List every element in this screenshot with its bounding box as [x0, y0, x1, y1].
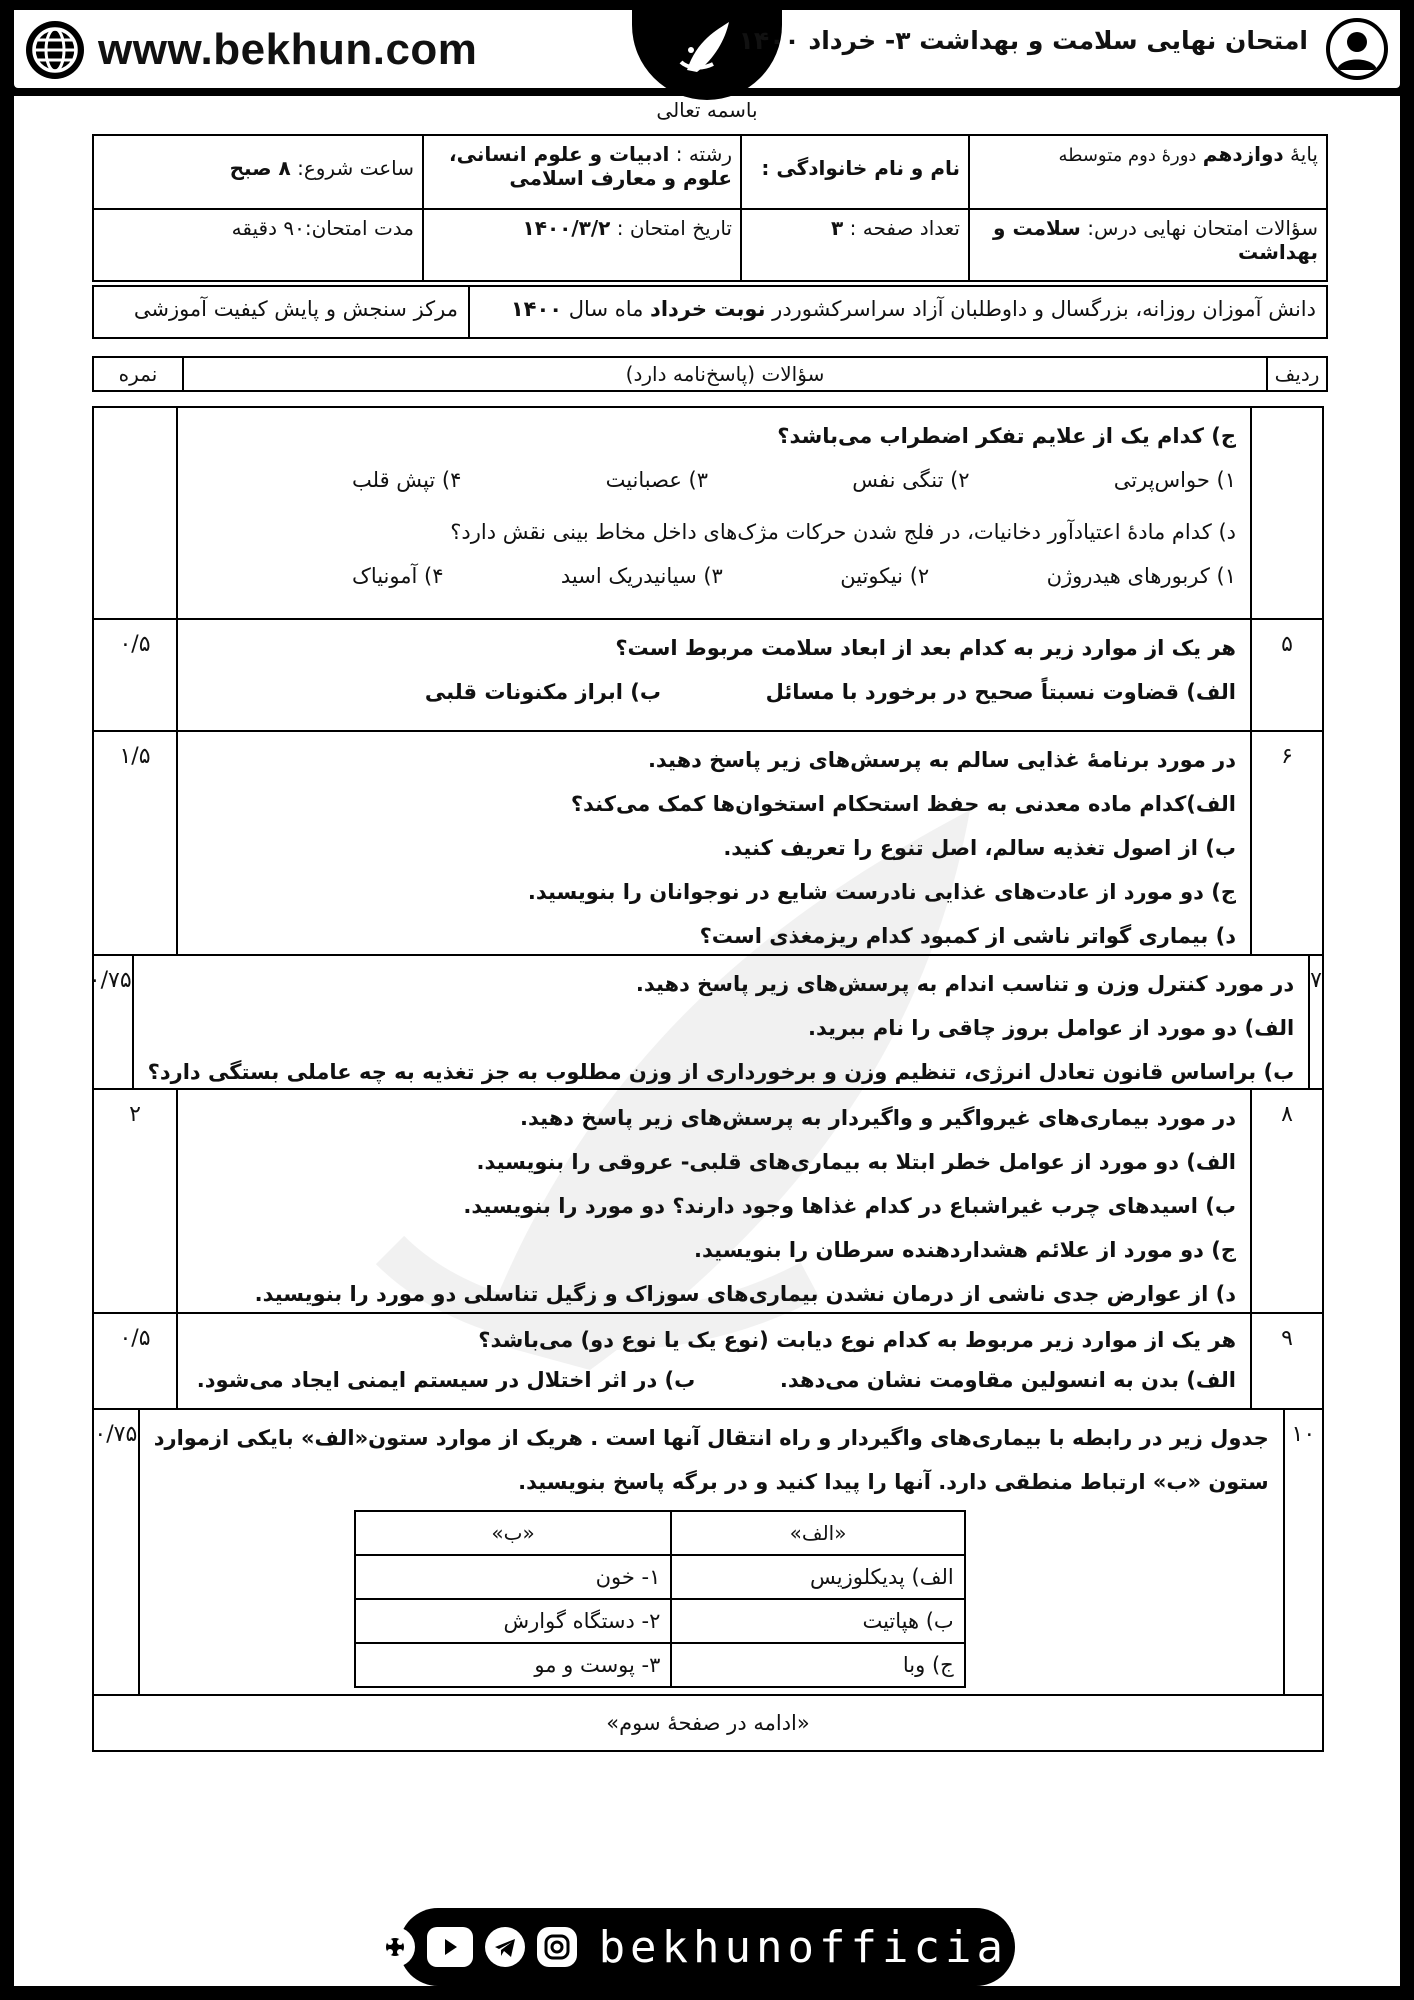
- match-header-b: «ب»: [355, 1511, 672, 1555]
- grade-cell: پایهٔ دوازدهم دورهٔ دوم متوسطه: [969, 135, 1327, 209]
- start-time-cell: ساعت شروع: ۸ صبح: [93, 135, 423, 209]
- continue-note: «ادامه در صفحهٔ سوم»: [606, 1711, 810, 1735]
- site-url[interactable]: www.bekhun.com: [98, 25, 478, 74]
- question-9: ۹ هر یک از موارد زیر مربوط به کدام نوع دیابت (نوع یک یا نوع دو) می‌باشد؟ الف) بدن به انسولین مقاومت نشان می‌دهد. ب) در اثر اختلال در سیستم ایمنی ایجاد می‌شود. ۰/۵: [94, 1314, 1322, 1410]
- question-5: ۵ هر یک از موارد زیر به کدام بعد از ابعاد سلامت مربوط است؟ الف) قضاوت نسبتاً صحیح در برخورد با مسائل ب) ابراز مکنونات قلبی ۰/۵: [94, 620, 1322, 732]
- match-row: ج) وبا ۳- پوست و مو: [355, 1643, 965, 1687]
- match-row: الف) پدیکلوزیس ۱- خون: [355, 1555, 965, 1599]
- row-header: ردیف: [1266, 358, 1326, 390]
- match-header-a: «الف»: [671, 1511, 964, 1555]
- center-name: مرکز سنجش و پایش کیفیت آموزشی: [133, 297, 458, 321]
- question-10: ۱۰ جدول زیر در رابطه با بیماری‌های واگیردار و راه انتقال آنها است . هریک از موارد ستون«الف» بایکی ازموارد ستون «ب» ارتباط منطقی دارد. آنها را پیدا کنید و در برگه پاسخ بنویسید. «الف» «ب» الف) پدیکلوزیس ۱- خون ب) هپاتیت ۲- دستگاه گوارش ج) وبا ۳- پوست و مو ۰/۷۵: [94, 1410, 1322, 1696]
- duration-cell: مدت امتحان:۹۰ دقیقه: [93, 209, 423, 281]
- exam-title: امتحان نهایی سلامت و بهداشت ۳- خرداد ۱۴۰۰: [738, 26, 1308, 55]
- score-header: نمره: [118, 362, 158, 386]
- bismillah: باسمه تعالی: [656, 98, 758, 122]
- question-7: ۷ در مورد کنترل وزن و تناسب اندام به پرسش‌های زیر پاسخ دهید. الف) دو مورد از عوامل بروز چاقی را نام ببرید. ب) براساس قانون تعادل انرژی، تنظیم وزن و برخورداری از وزن مطلوب به جز تغذیه به چه عاملی بستگی دارد؟ ۰/۷۵: [94, 956, 1322, 1090]
- date-cell: تاریخ امتحان : ۱۴۰۰/۳/۲: [423, 209, 741, 281]
- question-8: ۸ در مورد بیماری‌های غیرواگیر و واگیردار به پرسش‌های زیر پاسخ دهید. الف) دو مورد از عوامل خطر ابتلا به بیماری‌های قلبی- عروقی را بنویسید. ب) اسیدهای چرب غیراشباع در کدام غذاها وجود دارند؟ دو مورد را بنویسید. ج) دو مورد از علائم هشداردهنده سرطان را بنویسید. د) از عوارض جدی ناشی از درمان نشدن بیماری‌های سوزاک و زگیل تناسلی دو مورد را بنویسید. ۲: [94, 1090, 1322, 1314]
- questions-header: سؤالات (پاسخ‌نامه دارد): [182, 358, 1266, 390]
- exam-audience-row: دانش آموزان روزانه، بزرگسال و داوطلبان آزاد سراسرکشوردر نوبت خرداد ماه سال ۱۴۰۰ مرکز سنجش و پایش کیفیت آموزشی: [92, 285, 1328, 339]
- field-cell: رشته : ادبیات و علوم انسانی، علوم و معارف اسلامی: [423, 135, 741, 209]
- question-6: ۶ در مورد برنامهٔ غذایی سالم به پرسش‌های زیر پاسخ دهید. الف)کدام ماده معدنی به حفظ استحکام استخوان‌ها کمک می‌کند؟ ب) از اصول تغذیه سالم، اصل تنوع را تعریف کنید. ج) دو مورد از عادت‌های غذایی نادرست شایع در نوجوانان را بنویسید. د) بیماری گواتر ناشی از کمبود کدام ریزمغذی است؟ ۱/۵: [94, 732, 1322, 956]
- options-q4c: ۱) حواس‌پرتی ۲) تنگی نفس ۳) عصبانیت ۴) تپش قلب: [352, 468, 1236, 492]
- options-q4d: ۱) کربورهای هیدروژن ۲) نیکوتین ۳) سیانیدریک اسید ۴) آمونیاک: [352, 564, 1236, 588]
- subject-cell: سؤالات امتحان نهایی درس: سلامت و بهداشت: [969, 209, 1327, 281]
- name-cell: نام و نام خانوادگی :: [741, 135, 969, 209]
- social-handle[interactable]: bekhunofficial: [598, 1921, 1040, 1973]
- question-4-continued: ج) کدام یک از علایم تفکر اضطراب می‌باشد؟ ۱) حواس‌پرتی ۲) تنگی نفس ۳) عصبانیت ۴) تپش قلب د) کدام مادهٔ اعتیادآور دخانیات، در فلج شدن حرکات مژک‌های داخل مخاط بینی نقش دارد؟ ۱) کربورهای هیدروژن ۲) نیکوتین ۳) سیانیدریک اسید ۴) آمونیاک: [94, 408, 1322, 620]
- match-row: ب) هپاتیت ۲- دستگاه گوارش: [355, 1599, 965, 1643]
- pages-cell: تعداد صفحه : ۳: [741, 209, 969, 281]
